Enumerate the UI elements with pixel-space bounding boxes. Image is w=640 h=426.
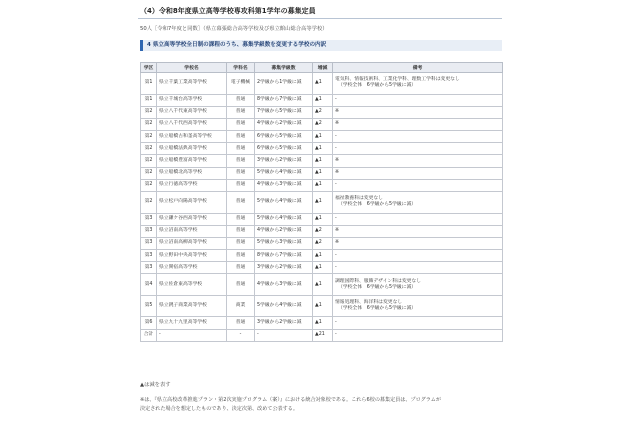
footnote-line: 決定された場合を想定したものであり、決定次第、改めて公表する。 xyxy=(140,405,298,412)
cell-school: 県立船橋北高等学校 xyxy=(157,167,227,179)
cell-notes xyxy=(333,274,503,296)
cell-classes: 5学級から3学級に減 xyxy=(255,237,313,249)
table-header-row xyxy=(141,63,503,73)
note-line: - xyxy=(335,133,337,139)
cell-school: 県立鎌ケ谷西高等学校 xyxy=(157,213,227,225)
note-line: ※ xyxy=(335,109,340,115)
cell-district: 第2 xyxy=(141,155,157,167)
cell-change: ▲1 xyxy=(313,131,333,143)
note-line: 調理国際科、服飾デザイン科は変更なし xyxy=(335,278,422,284)
cell-school: 県立佐倉東高等学校 xyxy=(157,274,227,296)
cell-department: 普通 xyxy=(227,167,255,179)
cell-classes: 6学級から5学級に減 xyxy=(255,143,313,155)
cell-department: 普通 xyxy=(227,274,255,296)
cell-change: ▲1 xyxy=(313,73,333,95)
note-line: ※ xyxy=(335,121,340,127)
cell-school: 県立野田中央高等学校 xyxy=(157,250,227,262)
cell-classes: 4学級から3学級に減 xyxy=(255,274,313,296)
cell-department: 商業 xyxy=(227,295,255,317)
cell-department: 普通 xyxy=(227,106,255,118)
cell-school: 県立銚子商業高等学校 xyxy=(157,295,227,317)
cell-district: 第1 xyxy=(141,73,157,95)
capacity-note: 50人［令和7年度と同数］（県立幕張総合高等学校及び県立館山総合高等学校） xyxy=(140,26,328,32)
cell-district: 第5 xyxy=(141,295,157,317)
cell-classes: 3学級から2学級に減 xyxy=(255,317,313,329)
cell-school: 県立松戸向陽高等学校 xyxy=(157,192,227,214)
cell-district: 第4 xyxy=(141,274,157,296)
table-row xyxy=(141,329,503,341)
cell-school: 県立船橋豊富高等学校 xyxy=(157,155,227,167)
cell-department: 普通 xyxy=(227,317,255,329)
table-row xyxy=(141,295,503,317)
note-line: - xyxy=(335,182,337,188)
cell-notes xyxy=(333,237,503,249)
note-line: （学校全体 6学級から5学級に減） xyxy=(338,306,417,312)
cell-district: 第2 xyxy=(141,179,157,191)
cell-change: ▲1 xyxy=(313,213,333,225)
cell-classes: 7学級から5学級に減 xyxy=(255,106,313,118)
cell-district: 第3 xyxy=(141,225,157,237)
note-line: 電気科、情報技術科、工業化学科、理数工学科は変更なし xyxy=(335,77,460,83)
cell-notes xyxy=(333,317,503,329)
legend-note: ▲は減を表す xyxy=(140,382,171,388)
cell-notes xyxy=(333,167,503,179)
cell-classes: 4学級から2学級に減 xyxy=(255,225,313,237)
cell-change: ▲1 xyxy=(313,155,333,167)
cell-department: 普通 xyxy=(227,250,255,262)
table-row xyxy=(141,262,503,274)
note-line: - xyxy=(335,145,337,151)
cell-district: 第2 xyxy=(141,143,157,155)
cell-department: - xyxy=(227,329,255,341)
table-row xyxy=(141,94,503,106)
cell-school: - xyxy=(157,329,227,341)
header-district: 学区 xyxy=(141,63,157,73)
cell-classes: 5学級から4学級に減 xyxy=(255,167,313,179)
cell-notes xyxy=(333,179,503,191)
cell-school: 県立船橋古和釜高等学校 xyxy=(157,131,227,143)
cell-department: 電子機械 xyxy=(227,73,255,95)
table-row xyxy=(141,131,503,143)
note-line: 情報処理科、海洋科は変更なし xyxy=(335,300,403,306)
cell-district: 第3 xyxy=(141,250,157,262)
cell-notes xyxy=(333,250,503,262)
cell-department: 普通 xyxy=(227,179,255,191)
table-row xyxy=(141,155,503,167)
cell-change: ▲1 xyxy=(313,262,333,274)
cell-district: 第2 xyxy=(141,131,157,143)
cell-classes: 4学級から2学級に減 xyxy=(255,118,313,130)
footnote xyxy=(140,396,502,413)
cell-classes: 3学級から2学級に減 xyxy=(255,262,313,274)
cell-district: 第1 xyxy=(141,94,157,106)
cell-department: 普通 xyxy=(227,192,255,214)
cell-classes: 2学級から1学級に減 xyxy=(255,73,313,95)
header-classes: 募集学級数 xyxy=(255,63,313,73)
cell-classes: 8学級から7学級に減 xyxy=(255,94,313,106)
cell-notes xyxy=(333,295,503,317)
cell-department: 普通 xyxy=(227,131,255,143)
cell-change: ▲1 xyxy=(313,295,333,317)
table-body xyxy=(141,73,503,342)
cell-notes xyxy=(333,94,503,106)
title-divider xyxy=(138,18,502,19)
table-row xyxy=(141,274,503,296)
table-row xyxy=(141,192,503,214)
note-line: - xyxy=(335,252,337,258)
header-notes: 備考 xyxy=(333,63,503,73)
cell-school: 県立沼南高等学校 xyxy=(157,225,227,237)
cell-change: ▲21 xyxy=(313,329,333,341)
cell-change: ▲2 xyxy=(313,118,333,130)
cell-district: 第2 xyxy=(141,106,157,118)
note-line: （学校全体 6学級から5学級に減） xyxy=(338,202,417,208)
table-row xyxy=(141,317,503,329)
note-line: - xyxy=(335,97,337,103)
table-row xyxy=(141,106,503,118)
school-class-table xyxy=(140,62,503,342)
cell-change: ▲1 xyxy=(313,167,333,179)
cell-district: 第2 xyxy=(141,167,157,179)
cell-notes xyxy=(333,329,503,341)
cell-district: 第2 xyxy=(141,192,157,214)
cell-change: ▲1 xyxy=(313,317,333,329)
table-row xyxy=(141,73,503,95)
cell-change: ▲1 xyxy=(313,250,333,262)
cell-district: 第3 xyxy=(141,237,157,249)
header-change: 増減 xyxy=(313,63,333,73)
cell-classes: 5学級から4学級に減 xyxy=(255,213,313,225)
cell-school: 県立船橋法典高等学校 xyxy=(157,143,227,155)
cell-school: 県立八千代西高等学校 xyxy=(157,118,227,130)
note-line: ※ xyxy=(335,158,340,164)
cell-department: 普通 xyxy=(227,225,255,237)
cell-school: 県立行徳高等学校 xyxy=(157,179,227,191)
note-line: ※ xyxy=(335,240,340,246)
header-department: 学科名 xyxy=(227,63,255,73)
cell-change: ▲1 xyxy=(313,179,333,191)
cell-notes xyxy=(333,73,503,95)
page-title: （4）令和8年度県立高等学校専攻科第1学年の募集定員 xyxy=(140,7,316,15)
document-page xyxy=(138,0,504,426)
cell-school: 県立八千代東高等学校 xyxy=(157,106,227,118)
cell-notes xyxy=(333,155,503,167)
cell-department: 普通 xyxy=(227,213,255,225)
cell-department: 普通 xyxy=(227,155,255,167)
note-line: - xyxy=(335,264,337,270)
cell-classes: 8学級から7学級に減 xyxy=(255,250,313,262)
note-line: - xyxy=(335,332,337,338)
cell-department: 普通 xyxy=(227,262,255,274)
cell-school: 県立九十九里高等学校 xyxy=(157,317,227,329)
cell-notes xyxy=(333,213,503,225)
cell-change: ▲1 xyxy=(313,192,333,214)
cell-department: 普通 xyxy=(227,237,255,249)
cell-notes xyxy=(333,225,503,237)
table-row xyxy=(141,167,503,179)
cell-change: ▲1 xyxy=(313,94,333,106)
cell-change: ▲1 xyxy=(313,274,333,296)
cell-district: 合計 xyxy=(141,329,157,341)
cell-notes xyxy=(333,192,503,214)
cell-classes: 5学級から4学級に減 xyxy=(255,295,313,317)
cell-change: ▲2 xyxy=(313,237,333,249)
cell-notes xyxy=(333,118,503,130)
note-line: 福祉教養科は変更なし xyxy=(335,196,383,202)
table-row xyxy=(141,118,503,130)
cell-classes: 4学級から3学級に減 xyxy=(255,179,313,191)
table-row xyxy=(141,225,503,237)
cell-classes: 5学級から4学級に減 xyxy=(255,192,313,214)
footnote-line: ※は、『県立高校改革推進プラン・第2次実施プログラム（案）』における統合対象校である。これら6校の募集定員は、プログラムが xyxy=(140,397,441,403)
cell-school: 県立関宿高等学校 xyxy=(157,262,227,274)
cell-district: 第3 xyxy=(141,213,157,225)
table-row xyxy=(141,179,503,191)
table-row xyxy=(141,143,503,155)
cell-department: 普通 xyxy=(227,143,255,155)
header-school: 学校名 xyxy=(157,63,227,73)
cell-classes: 6学級から5学級に減 xyxy=(255,131,313,143)
cell-district: 第2 xyxy=(141,118,157,130)
cell-classes: 3学級から2学級に減 xyxy=(255,155,313,167)
section-title: 4 県立高等学校全日制の課程のうち、募集学級数を変更する学校の内訳 xyxy=(140,40,502,51)
cell-school: 県立千城台高等学校 xyxy=(157,94,227,106)
cell-school: 県立沼南高柳高等学校 xyxy=(157,237,227,249)
note-line: - xyxy=(335,320,337,326)
cell-school: 県立千葉工業高等学校 xyxy=(157,73,227,95)
note-line: （学校全体 6学級から5学級に減） xyxy=(338,284,417,290)
cell-classes: - xyxy=(255,329,313,341)
cell-change: ▲2 xyxy=(313,225,333,237)
cell-change: ▲2 xyxy=(313,106,333,118)
cell-notes xyxy=(333,106,503,118)
cell-district: 第3 xyxy=(141,262,157,274)
cell-notes xyxy=(333,131,503,143)
table-row xyxy=(141,237,503,249)
cell-change: ▲1 xyxy=(313,143,333,155)
cell-department: 普通 xyxy=(227,94,255,106)
cell-department: 普通 xyxy=(227,118,255,130)
table-row xyxy=(141,213,503,225)
note-line: （学校全体 6学級から5学級に減） xyxy=(338,83,417,89)
note-line: ※ xyxy=(335,228,340,234)
cell-district: 第6 xyxy=(141,317,157,329)
cell-notes xyxy=(333,262,503,274)
table-row xyxy=(141,250,503,262)
cell-notes xyxy=(333,143,503,155)
note-line: ※ xyxy=(335,170,340,176)
note-line: - xyxy=(335,216,337,222)
